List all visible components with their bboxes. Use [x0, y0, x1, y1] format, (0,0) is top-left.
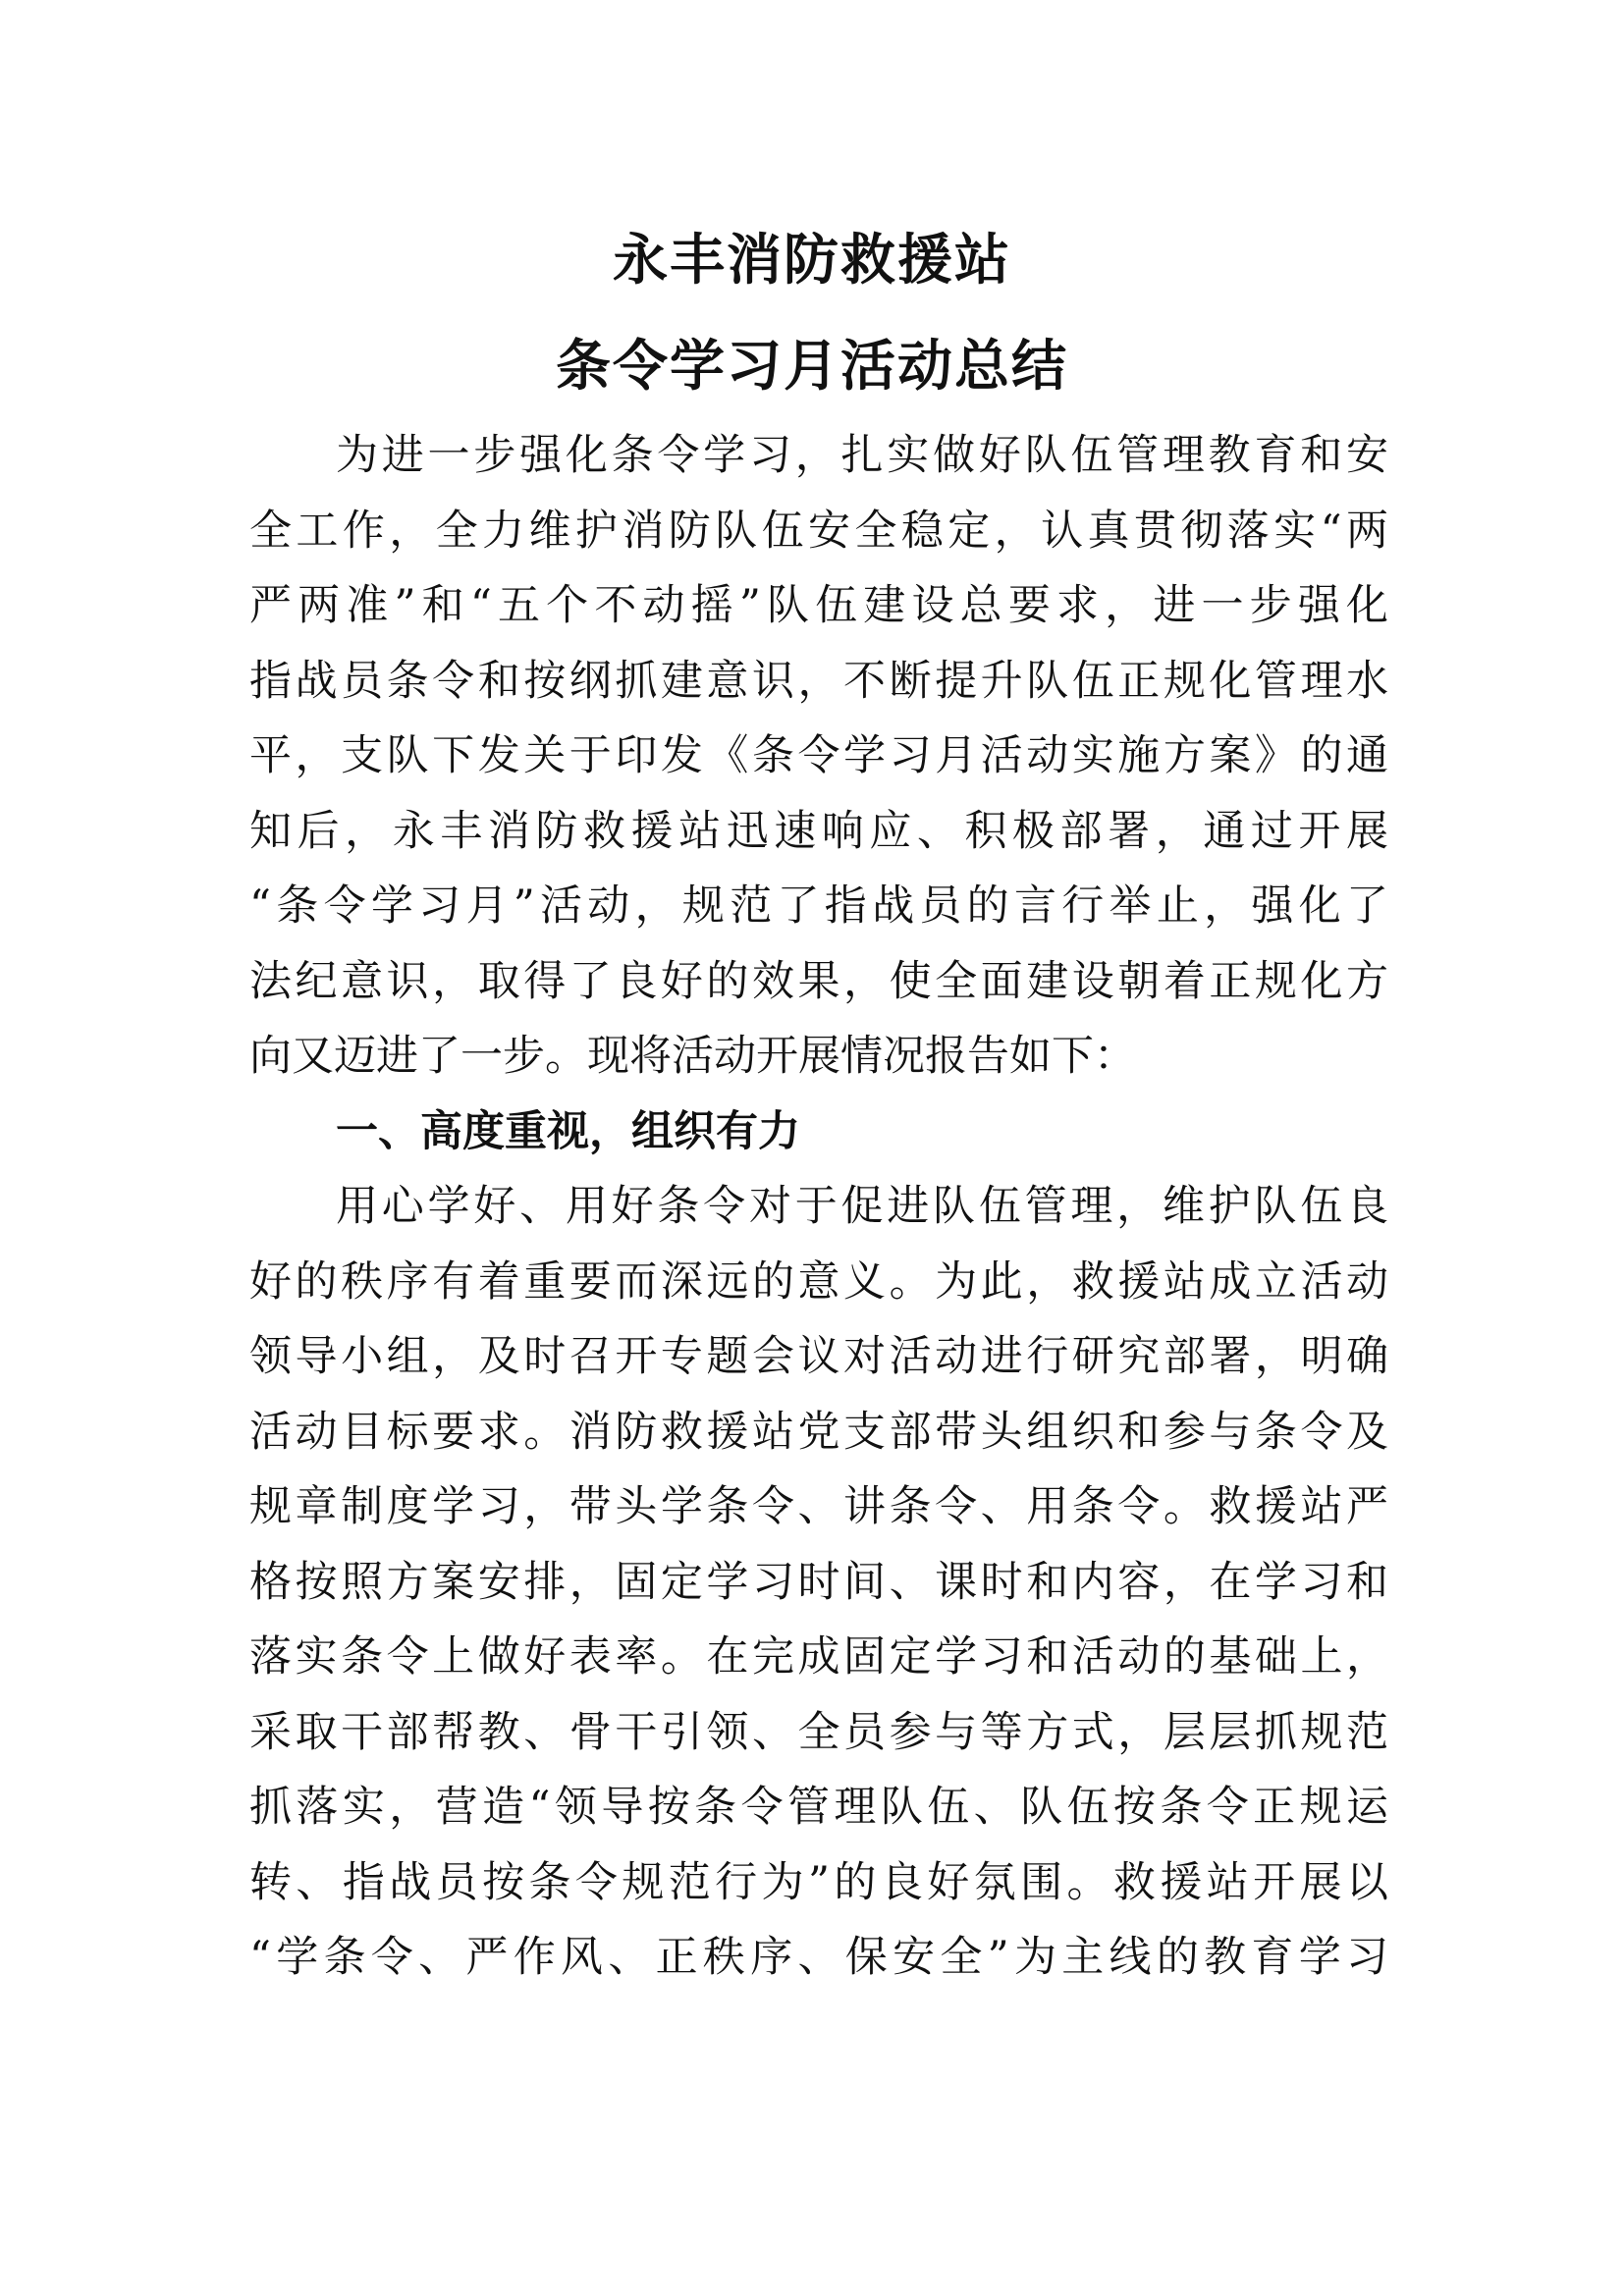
text-line: 法纪意识，取得了良好的效果，使全面建设朝着正规化方	[249, 956, 1388, 1006]
text-line: 平，支队下发关于印发《条令学习月活动实施方案》的通	[249, 731, 1388, 780]
text-line: 知后，永丰消防救援站迅速响应、积极部署，通过开展	[249, 806, 1388, 856]
text-line: 活动目标要求。消防救援站党支部带头组织和参与条令及	[249, 1407, 1388, 1457]
text-line: “学条令、严作风、正秩序、保安全”为主线的教育学习	[249, 1933, 1388, 1982]
paragraph-section1	[249, 1169, 1388, 1996]
title-line-2: 条令学习月活动总结	[556, 335, 1068, 399]
text-line: 落实条令上做好表率。在完成固定学习和活动的基础上，	[249, 1632, 1388, 1682]
text-line: 领导小组，及时召开专题会议对活动进行研究部署，明确	[249, 1332, 1388, 1381]
paragraph-intro	[249, 418, 1388, 1095]
section-heading: 一、高度重视，组织有力	[336, 1106, 800, 1156]
text-line: 向又迈进了一步。现将活动开展情况报告如下：	[249, 1032, 1136, 1081]
text-line: 采取干部帮教、骨干引领、全员参与等方式，层层抓规范	[249, 1707, 1388, 1757]
text-line: 规章制度学习，带头学条令、讲条令、用条令。救援站严	[249, 1482, 1388, 1531]
text-line: 指战员条令和按纲抓建意识，不断提升队伍正规化管理水	[249, 656, 1388, 706]
text-line: 为进一步强化条令学习，扎实做好队伍管理教育和安	[336, 431, 1388, 480]
text-line: 好的秩序有着重要而深远的意义。为此，救援站成立活动	[249, 1256, 1388, 1307]
document-title	[245, 208, 1379, 420]
text-line: 抓落实，营造“领导按条令管理队伍、队伍按条令正规运	[249, 1783, 1388, 1832]
document-body	[249, 418, 1388, 1996]
text-line: 用心学好、用好条令对于促进队伍管理，维护队伍良	[336, 1182, 1388, 1231]
text-line: 全工作，全力维护消防队伍安全稳定，认真贯彻落实“两	[249, 506, 1388, 556]
title-line-1: 永丰消防救援站	[613, 229, 1011, 293]
text-line: 格按照方案安排，固定学习时间、课时和内容，在学习和	[249, 1557, 1388, 1607]
text-line: “条令学习月”活动，规范了指战员的言行举止，强化了	[249, 881, 1388, 931]
text-line: 严两准”和“五个不动摇”队伍建设总要求，进一步强化	[249, 581, 1388, 630]
text-line: 转、指战员按条令规范行为”的良好氛围。救援站开展以	[249, 1857, 1388, 1907]
